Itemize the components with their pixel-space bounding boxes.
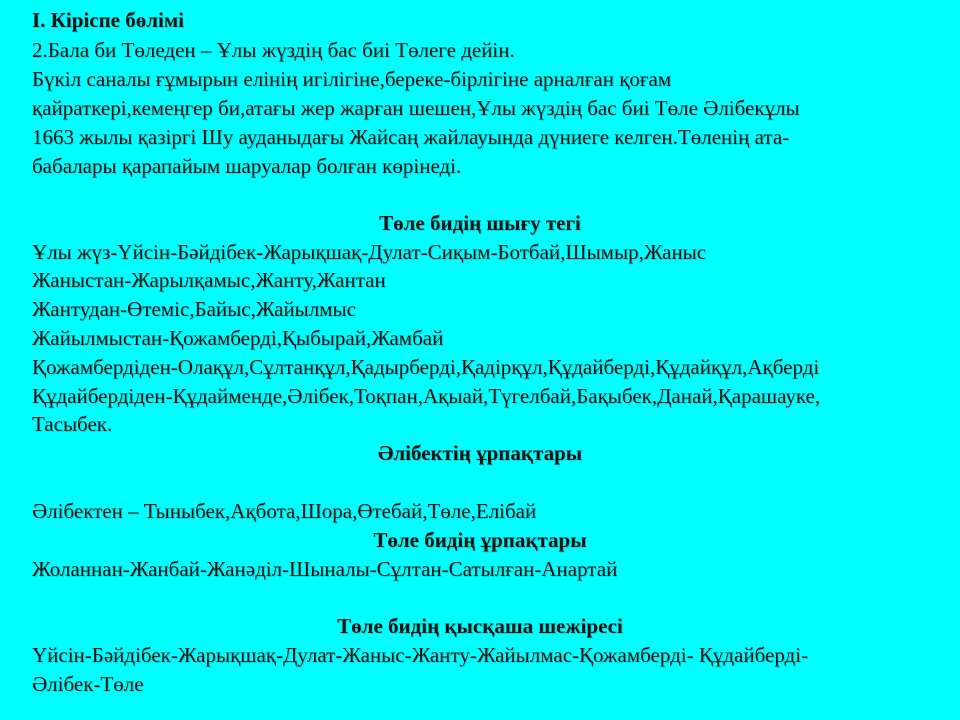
tole-descendants-line: Жоланнан-Жанбай-Жанәділ-Шыналы-Сұлтан-Сатылған-Анартай [32,557,618,581]
origin-heading: Төле бидің шығу тегі [379,211,581,235]
intro-heading: І. Кіріспе бөлімі [32,8,184,32]
tole-descendants-heading: Төле бидің ұрпақтары [373,528,587,552]
short-genealogy-heading: Төле бидің қысқаша шежіресі [337,614,623,638]
intro-paragraph-line-4: бабалары қарапайым шаруалар болған көрінеді. [32,154,462,178]
short-genealogy-line-1: Үйсін-Бәйдібек-Жарықшақ-Дулат-Жаныс-Жанту-Жайылмас-Қожамберді- Құдайберді- [32,643,809,667]
intro-paragraph-line-1: Бүкіл саналы ғұмырын елінің игілігіне,береке-бірлігіне арналған қоғам [32,67,672,91]
alibek-descendants-heading: Әлібектің ұрпақтары [377,441,583,465]
intro-paragraph-line-3: 1663 жылы қазіргі Шу ауданыдағы Жайсаң жайлауында дүниеге келген.Төленің ата- [32,125,790,149]
origin-line-6: Құдайбердіден-Құдайменде,Әлібек,Тоқпан,Ақыай,Түгелбай,Бақыбек,Данай,Қарашауке, [32,384,821,408]
intro-paragraph-line-2: қайраткері,кемеңгер би,атағы жер жарған шешен,Ұлы жүздің бас биі Төле Әлібекұлы [32,96,800,120]
alibek-descendants-line: Әлібектен – Тыныбек,Ақбота,Шора,Өтебай,Төле,Елібай [32,499,537,523]
origin-line-5: Қожамбердіден-Олақұл,Сұлтанқұл,Қадырберді,Қадірқұл,Құдайберді,Құдайқұл,Ақберді [32,355,820,379]
intro-subtitle: 2.Бала би Төледен – Ұлы жүздің бас биі Төлеге дейін. [32,38,515,62]
origin-line-2: Жаныстан-Жарылқамыс,Жанту,Жантан [32,268,386,292]
origin-line-1: Ұлы жүз-Үйсін-Бәйдібек-Жарықшақ-Дулат-Сиқым-Ботбай,Шымыр,Жаныс [32,240,707,264]
origin-line-4: Жайылмыстан-Қожамберді,Қыбырай,Жамбай [32,326,444,350]
short-genealogy-line-2: Әлібек-Төле [32,672,144,696]
origin-line-3: Жантудан-Өтеміс,Байыс,Жайылмыс [32,297,356,321]
origin-line-7: Тасыбек. [32,412,113,436]
